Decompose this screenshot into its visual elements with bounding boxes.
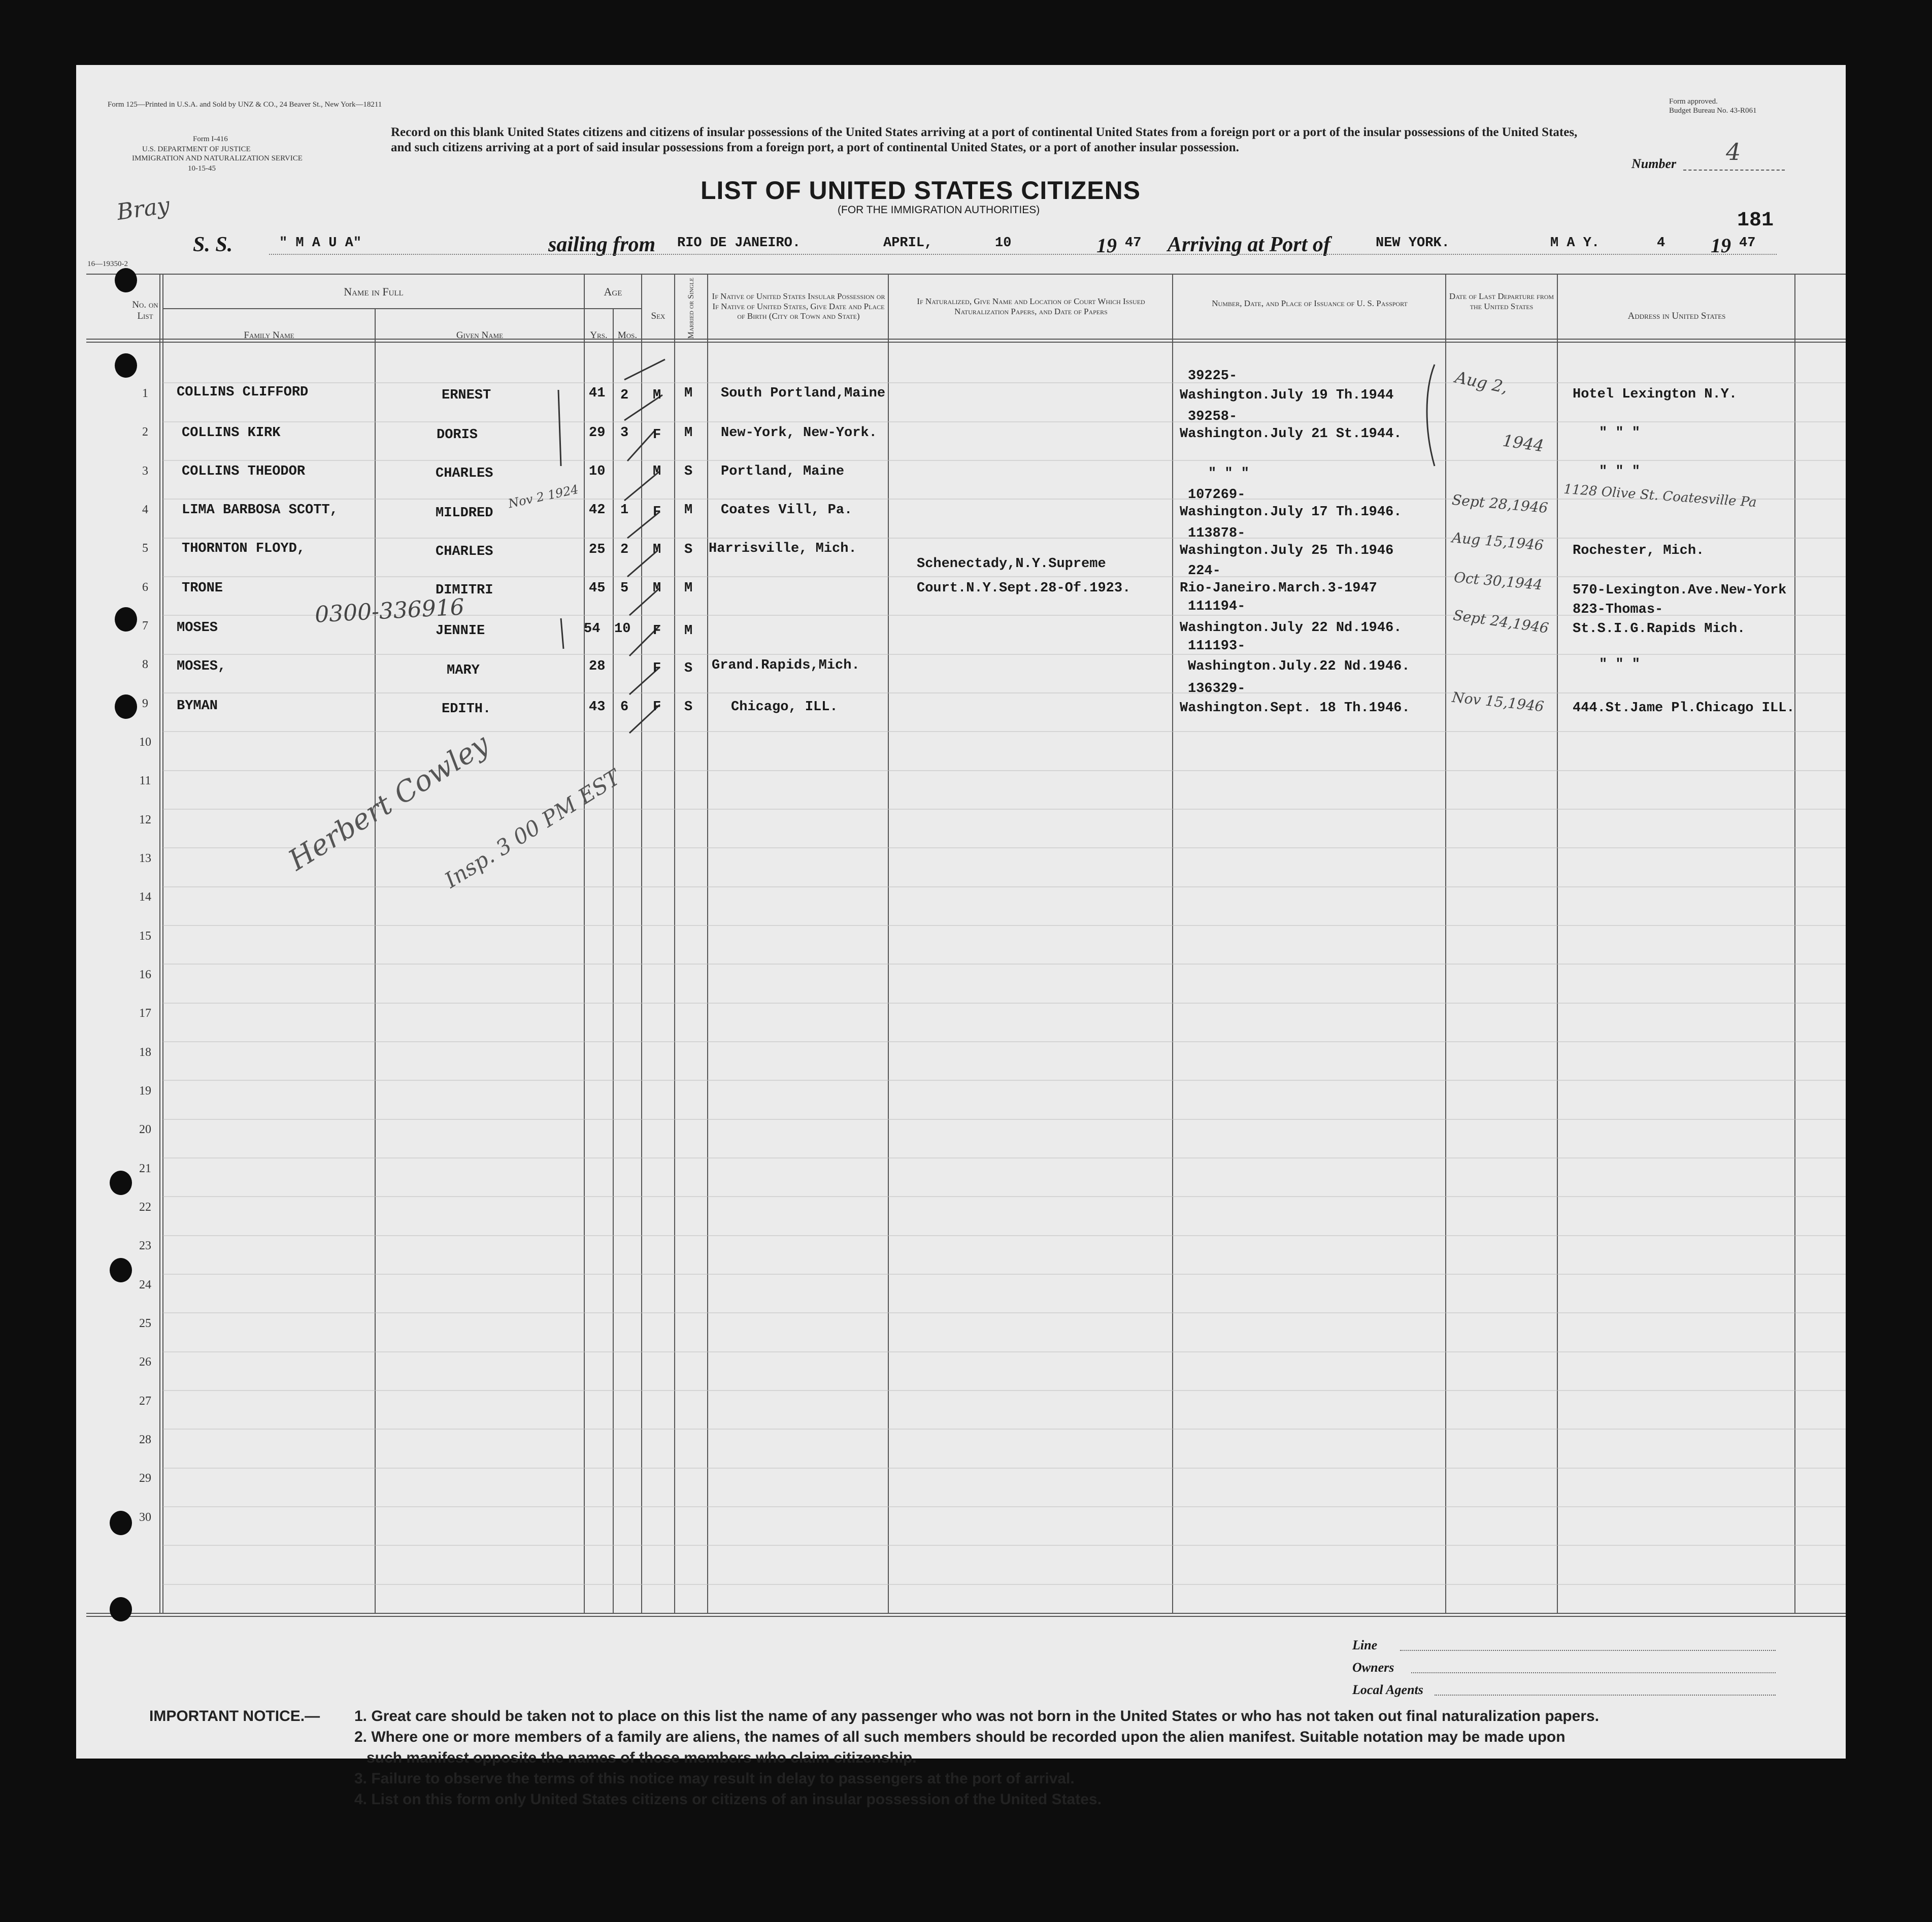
- header-family-name: Family Name: [244, 330, 294, 341]
- row-number: 3: [142, 465, 148, 478]
- line-blank: [1400, 1650, 1776, 1651]
- row-number: 23: [139, 1239, 151, 1252]
- binder-hole: [110, 1597, 132, 1621]
- notice-item-2: 2. Where one or more members of a family are aliens, the names of all such members should be recorded upon the alien manifest. Suitable notation may be made upon: [354, 1729, 1565, 1745]
- sex: F: [653, 700, 661, 715]
- sailing-from-label: sailing from: [548, 233, 656, 256]
- row-number: 9: [142, 697, 148, 710]
- row-number: 11: [139, 774, 151, 787]
- header-no-on-list: No. on List: [132, 300, 158, 321]
- sex: F: [653, 427, 661, 443]
- departure-date: Aug 2,: [1453, 367, 1510, 397]
- marital-status: S: [684, 700, 693, 715]
- naturalization-court: Court.N.Y.Sept.28-Of.1923.: [917, 581, 1131, 596]
- arrival-year: 47: [1739, 236, 1756, 251]
- header-name-in-full: Name in Full: [344, 285, 404, 298]
- passport-issue: Washington.July 22 Nd.1946.: [1180, 620, 1402, 636]
- arrival-month: M A Y.: [1550, 236, 1600, 251]
- row-number: 7: [142, 619, 148, 633]
- corner-handwriting: Bray: [115, 192, 172, 226]
- marital-status: M: [684, 386, 693, 401]
- service-name: IMMIGRATION AND NATURALIZATION SERVICE: [132, 154, 303, 162]
- row-number: 8: [142, 658, 148, 671]
- departure-date: Nov 15,1946: [1451, 688, 1545, 715]
- arrival-day: 4: [1657, 236, 1665, 251]
- address: Rochester, Mich.: [1573, 543, 1705, 558]
- form-number: Form I-416: [193, 135, 228, 143]
- notice-item-1: 1. Great care should be taken not to place on this list the name of any passenger who was not born in the United States or who has not taken out final naturalization papers.: [354, 1708, 1600, 1725]
- family-name: COLLINS KIRK: [182, 425, 281, 441]
- family-name: LIMA BARBOSA SCOTT,: [182, 503, 338, 518]
- header-last-departure: Date of Last Departure from the United States: [1449, 291, 1554, 311]
- family-name: COLLINS CLIFFORD: [177, 385, 309, 400]
- row-number: 19: [139, 1084, 151, 1098]
- age-months: 10: [614, 621, 631, 637]
- passport-number: 39258-: [1188, 409, 1238, 424]
- page-subtitle: (FOR THE IMMIGRATION AUTHORITIES): [838, 204, 1040, 216]
- handwritten-number: 0300-336916: [314, 594, 465, 628]
- passport-issue: Washington.July 19 Th.1944: [1180, 388, 1394, 403]
- passport-issue: Washington.July 17 Th.1946.: [1180, 505, 1402, 520]
- age-months: 5: [620, 581, 629, 596]
- row-number: 21: [139, 1162, 151, 1175]
- departure-date: Oct 30,1944: [1453, 569, 1543, 593]
- notice-item-2-cont: such manifest opposite the names of those members who claim citizenship.: [367, 1749, 917, 1766]
- family-name: MOSES,: [177, 659, 226, 674]
- address: 1128 Olive St. Coatesville Pa: [1563, 481, 1757, 511]
- sex: F: [653, 661, 661, 676]
- family-name: TRONE: [182, 581, 223, 596]
- row-number: 16: [139, 968, 151, 981]
- age-months: 3: [620, 425, 629, 441]
- header-yrs: Yrs.: [590, 330, 608, 341]
- row-number: 4: [142, 503, 148, 516]
- passport-number: 136329-: [1188, 681, 1246, 697]
- binder-hole: [115, 353, 137, 378]
- binder-hole: [115, 607, 137, 632]
- header-naturalized: If Naturalized, Give Name and Location of Court Which Issued Naturalization Papers, and Date of Papers: [917, 296, 1145, 316]
- local-agents-label: Local Agents: [1352, 1682, 1423, 1697]
- given-name: MARY: [447, 663, 480, 678]
- address: 444.St.Jame Pl.Chicago ILL.: [1573, 701, 1795, 716]
- age-months: 1: [620, 503, 629, 518]
- row-number: 13: [139, 852, 151, 865]
- row-number: 17: [139, 1007, 151, 1020]
- owners-label: Owners: [1352, 1660, 1394, 1675]
- birth-place: Chicago, ILL.: [731, 700, 838, 715]
- header-mos: Mos.: [617, 330, 638, 341]
- passport-issue: " " ": [1208, 466, 1250, 481]
- passport-number: 111193-: [1188, 639, 1246, 654]
- passport-number: 111194-: [1188, 599, 1246, 614]
- given-name: JENNIE: [436, 623, 485, 639]
- notice-title: IMPORTANT NOTICE.—: [149, 1708, 320, 1725]
- age-years: 28: [589, 659, 606, 674]
- age-years: 25: [589, 542, 606, 557]
- line-label: Line: [1352, 1638, 1378, 1652]
- row-number: 1: [142, 387, 148, 400]
- marital-status: S: [684, 661, 693, 676]
- passport-number: 113878-: [1188, 526, 1246, 541]
- arrival-port: NEW YORK.: [1376, 236, 1450, 251]
- marital-status: M: [684, 425, 693, 441]
- marital-status: S: [684, 464, 693, 479]
- naturalization-court: Schenectady,N.Y.Supreme: [917, 556, 1106, 572]
- notice-item-4: 4. List on this form only United States citizens or citizens of an insular possession of the United States.: [354, 1791, 1102, 1808]
- departure-date: Sept 24,1946: [1452, 606, 1550, 637]
- page-title: LIST OF UNITED STATES CITIZENS: [701, 176, 1141, 205]
- row-number: 26: [139, 1355, 151, 1369]
- sex: M: [653, 388, 661, 403]
- age-years: 41: [589, 386, 606, 401]
- sex: F: [653, 505, 661, 520]
- number-value: 4: [1726, 138, 1741, 165]
- ss-label: S. S.: [193, 233, 233, 256]
- row-number: 6: [142, 581, 148, 594]
- birth-place: Harrisville, Mich.: [709, 541, 857, 556]
- passport-issue: Washington.July 21 St.1944.: [1180, 426, 1402, 442]
- birth-note-handwritten: Nov 2 1924: [507, 482, 580, 511]
- birth-place: Coates Vill, Pa.: [721, 503, 853, 518]
- header-sex: Sex: [651, 311, 665, 321]
- passport-number: 39225-: [1188, 369, 1238, 384]
- address: " " ": [1599, 657, 1641, 672]
- inspector-note: Insp. 3 00 PM EST: [440, 765, 625, 893]
- age-years: 43: [589, 700, 606, 715]
- binder-hole: [115, 694, 137, 719]
- row-number: 12: [139, 813, 151, 826]
- printer-line: Form 125—Printed in U.S.A. and Sold by UNZ & CO., 24 Beaver St., New York—18211: [108, 101, 382, 109]
- header-address: Address in United States: [1627, 311, 1726, 321]
- passport-number: 107269-: [1188, 487, 1246, 503]
- header-native-birth: If Native of United States Insular Possession or If Native of United States, Give Date and Place of Birth (City or Town and State): [712, 291, 885, 321]
- row-number: 30: [139, 1511, 151, 1524]
- marital-status: S: [684, 542, 693, 557]
- sex: M: [653, 464, 661, 479]
- form-approval: Form approved.: [1669, 97, 1718, 106]
- ship-name: " M A U A": [279, 236, 362, 251]
- departure-date: 1944: [1501, 430, 1545, 456]
- department-name: U.S. DEPARTMENT OF JUSTICE: [142, 145, 251, 153]
- departure-day: 10: [995, 236, 1012, 251]
- row-number: 5: [142, 542, 148, 555]
- birth-place: Portland, Maine: [721, 464, 845, 479]
- family-name: COLLINS THEODOR: [182, 464, 306, 479]
- departure-port: RIO DE JANEIRO.: [677, 236, 801, 251]
- row-number: 18: [139, 1046, 151, 1059]
- given-name: DORIS: [437, 427, 478, 443]
- given-name: CHARLES: [436, 544, 493, 559]
- departure-date: Sept 28,1946: [1451, 491, 1549, 517]
- row-number: 24: [139, 1278, 151, 1291]
- given-name: ERNEST: [442, 388, 491, 403]
- row-number: 2: [142, 425, 148, 439]
- age-years: 42: [589, 503, 606, 518]
- family-name: MOSES: [177, 620, 218, 636]
- row-number: 27: [139, 1395, 151, 1408]
- agents-blank: [1435, 1695, 1776, 1696]
- age-months: 6: [620, 700, 629, 715]
- age-years: 10: [589, 464, 606, 479]
- form-date: 10-15-45: [188, 164, 216, 173]
- binder-hole: [110, 1511, 132, 1535]
- instructions-text: Record on this blank United States citizens and citizens of insular possessions of the United States arriving at a port of continental United States from a foreign port or a port of the insular possessions of the United States, and such citizens arriving at a port of said insular possessions from a foreign port, a port of continental United States, or a port of another insular possession.: [391, 125, 1578, 154]
- manifest-sheet: [76, 65, 1846, 1808]
- address: 823-Thomas-: [1573, 602, 1663, 617]
- given-name: DIMITRI: [436, 583, 493, 598]
- address: " " ": [1599, 464, 1641, 479]
- row-number: 10: [139, 736, 151, 749]
- birth-place: Grand.Rapids,Mich.: [712, 658, 860, 673]
- page-number: 181: [1737, 209, 1774, 232]
- row-number: 29: [139, 1472, 151, 1485]
- number-label: Number: [1631, 156, 1677, 171]
- binder-hole: [110, 1171, 132, 1195]
- age-months: 2: [620, 388, 629, 403]
- binder-hole: [110, 1258, 132, 1282]
- row-number: 14: [139, 890, 151, 904]
- address-line-2: St.S.I.G.Rapids Mich.: [1573, 621, 1746, 637]
- inspector-signature: Herbert Cowley: [283, 727, 495, 877]
- family-name: THORNTON FLOYD,: [182, 541, 306, 556]
- address: " " ": [1599, 425, 1641, 441]
- marital-status: M: [684, 581, 693, 596]
- row-number: 25: [139, 1317, 151, 1330]
- departure-date: Aug 15,1946: [1451, 529, 1544, 554]
- departure-month: APRIL,: [883, 236, 933, 251]
- notice-item-3: 3. Failure to observe the terms of this notice may result in delay to passengers at the port of arrival.: [354, 1770, 1075, 1787]
- corner-form-code: 16—19350-2: [87, 260, 128, 268]
- sex: M: [653, 581, 661, 596]
- passport-issue: Washington.July 25 Th.1946: [1180, 543, 1394, 558]
- budget-bureau: Budget Bureau No. 43-R061: [1669, 107, 1757, 115]
- age-years: 29: [589, 425, 606, 441]
- family-name: BYMAN: [177, 699, 218, 714]
- passport-issue: Washington.July.22 Nd.1946.: [1188, 659, 1410, 674]
- passport-issue: Washington.Sept. 18 Th.1946.: [1180, 701, 1410, 716]
- row-number: 28: [139, 1433, 151, 1446]
- header-given-name: Given Name: [456, 330, 504, 341]
- header-married-single: Married or Single: [686, 278, 695, 339]
- passport-issue: Rio-Janeiro.March.3-1947: [1180, 581, 1377, 596]
- age-months: 2: [620, 542, 629, 557]
- birth-place: New-York, New-York.: [721, 425, 877, 441]
- header-age: Age: [604, 285, 622, 298]
- row-number: 22: [139, 1201, 151, 1214]
- header-passport: Number, Date, and Place of Issuance of U. S. Passport: [1212, 299, 1408, 308]
- binder-hole: [115, 268, 137, 292]
- age-years: 54: [584, 621, 601, 637]
- birth-place: South Portland,Maine: [721, 386, 886, 401]
- row-number: 20: [139, 1123, 151, 1136]
- address: Hotel Lexington N.Y.: [1573, 387, 1738, 402]
- given-name: MILDRED: [436, 506, 493, 521]
- given-name: CHARLES: [436, 466, 493, 481]
- marital-status: M: [684, 503, 693, 518]
- sex: F: [653, 623, 661, 639]
- owners-blank: [1411, 1672, 1776, 1673]
- sex: M: [653, 542, 661, 557]
- age-years: 45: [589, 581, 606, 596]
- departure-year-prefix: 19: [1096, 234, 1117, 257]
- arriving-label: Arriving at Port of: [1168, 233, 1330, 256]
- passport-number: 224-: [1188, 564, 1221, 579]
- row-number: 15: [139, 930, 151, 943]
- departure-year: 47: [1125, 236, 1142, 251]
- given-name: EDITH.: [442, 702, 491, 717]
- address: 570-Lexington.Ave.New-York: [1573, 583, 1787, 598]
- arrival-year-prefix: 19: [1711, 234, 1731, 257]
- marital-status: M: [684, 623, 693, 639]
